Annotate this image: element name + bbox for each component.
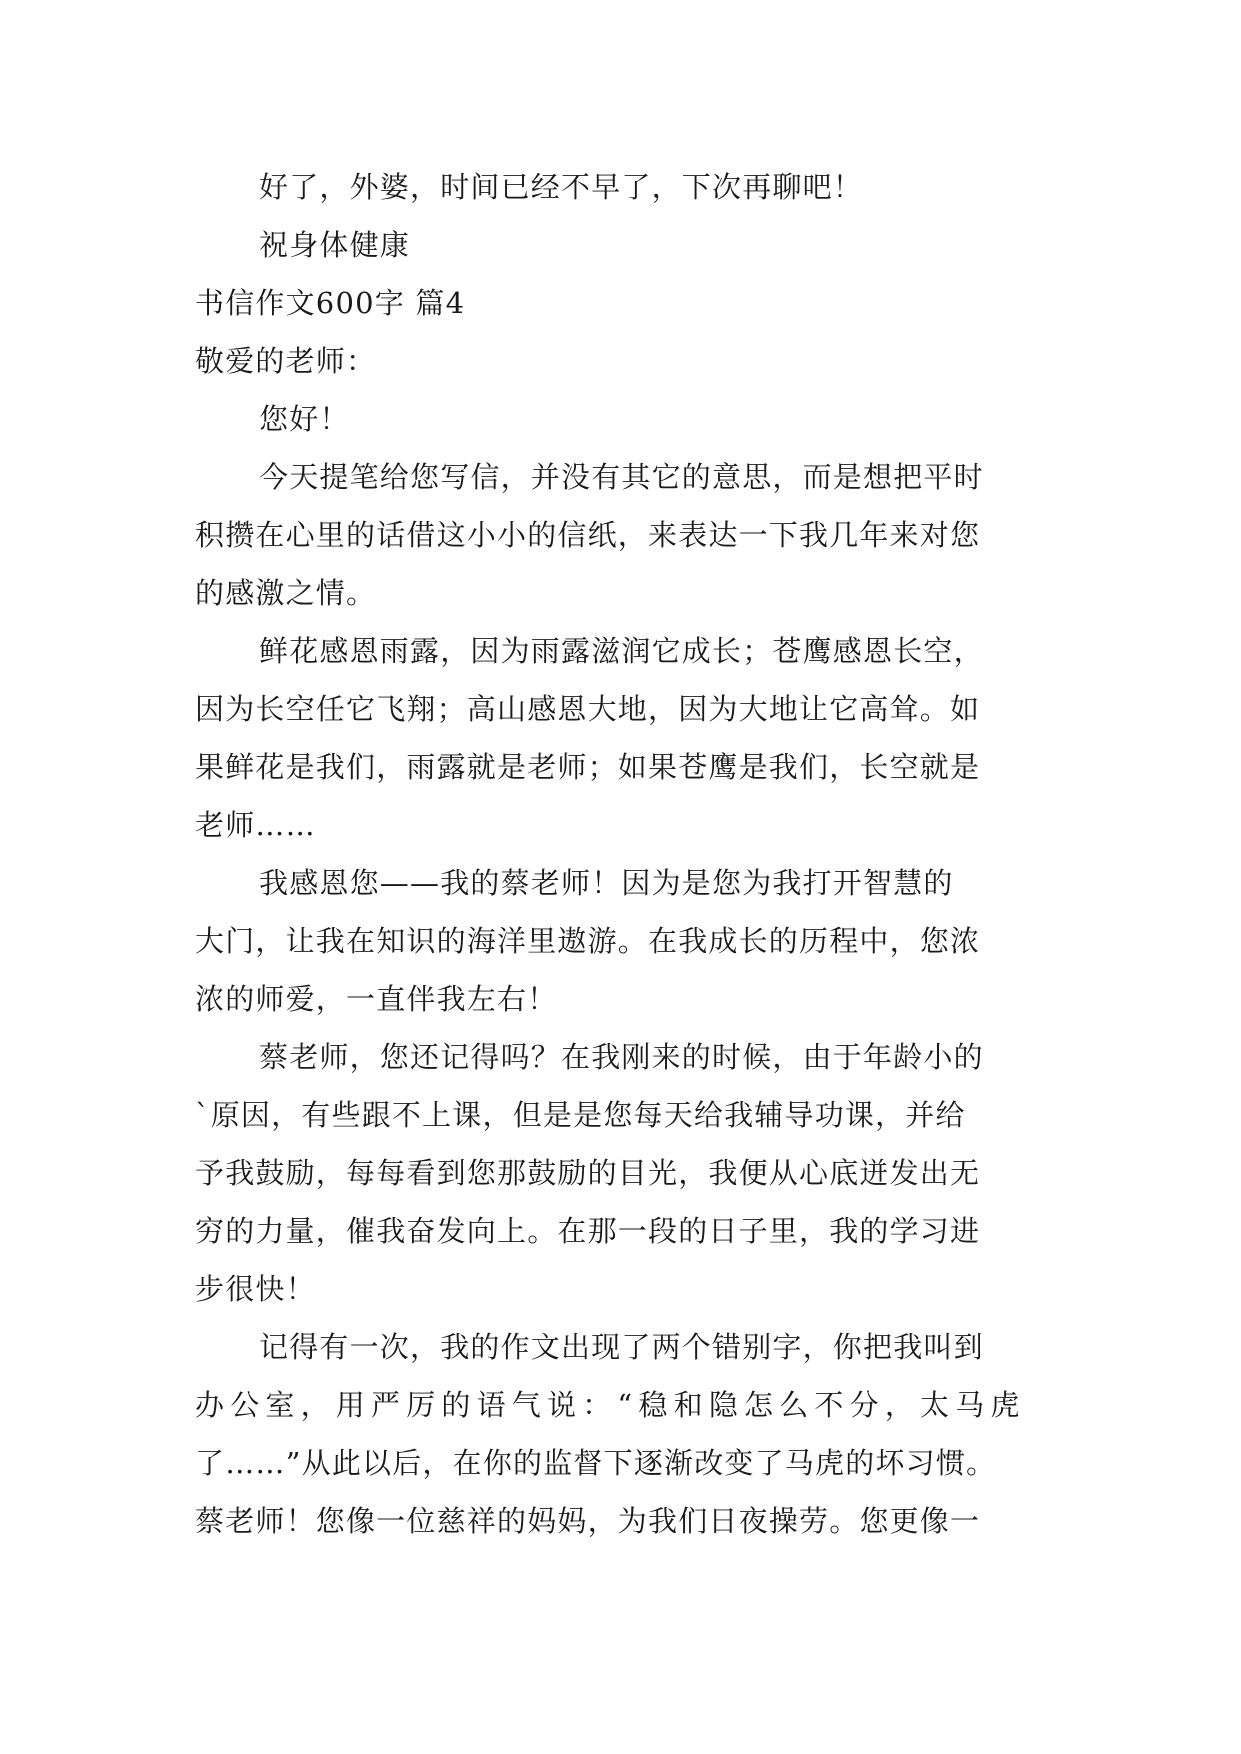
paragraph-line: 老师…… — [195, 808, 316, 842]
closing-line: 好了，外婆，时间已经不早了，下次再聊吧！ — [259, 170, 864, 204]
paragraph-line: 穷的力量，催我奋发向上。在那一段的日子里，我的学习进 — [195, 1214, 981, 1248]
paragraph-line: 我感恩您——我的蔡老师！因为是您为我打开智慧的 — [259, 866, 954, 900]
letter-body — [195, 158, 1055, 1550]
section-heading: 书信作文600字 篇4 — [195, 286, 466, 320]
paragraph-line: 蔡老师，您还记得吗？在我刚来的时候，由于年龄小的 — [259, 1040, 984, 1074]
paragraph-line: 大门，让我在知识的海洋里遨游。在我成长的历程中，您浓 — [195, 924, 981, 958]
paragraph-line: 今天提笔给您写信，并没有其它的意思，而是想把平时 — [259, 460, 984, 494]
paragraph-line: 积攒在心里的话借这小小的信纸，来表达一下我几年来对您 — [195, 518, 981, 552]
paragraph-line: 鲜花感恩雨露，因为雨露滋润它成长；苍鹰感恩长空， — [259, 634, 984, 668]
paragraph-line: 记得有一次，我的作文出现了两个错别字，你把我叫到 — [259, 1330, 984, 1364]
paragraph-line: 办公室，用严厉的语气说：“稳和隐怎么不分，太马虎 — [195, 1388, 1026, 1422]
paragraph-line: 步很快！ — [195, 1272, 316, 1306]
paragraph-line: 因为长空任它飞翔；高山感恩大地，因为大地让它高耸。如 — [195, 692, 981, 726]
paragraph-line: 了……”从此以后，在你的监督下逐渐改变了马虎的坏习惯。 — [195, 1446, 997, 1480]
paragraph-line: 果鲜花是我们，雨露就是老师；如果苍鹰是我们，长空就是 — [195, 750, 981, 784]
paragraph-line: 予我鼓励，每每看到您那鼓励的目光，我便从心底迸发出无 — [195, 1156, 981, 1190]
greeting: 您好！ — [259, 402, 350, 436]
paragraph-line: `原因，有些跟不上课，但是是您每天给我辅导功课，并给 — [195, 1098, 966, 1132]
salutation: 敬爱的老师： — [195, 344, 377, 378]
paragraph-line: 浓的师爱，一直伴我左右！ — [195, 982, 558, 1016]
paragraph-line: 的感激之情。 — [195, 576, 377, 610]
closing-wish: 祝身体健康 — [259, 228, 411, 262]
paragraph-line: 蔡老师！您像一位慈祥的妈妈，为我们日夜操劳。您更像一 — [195, 1504, 981, 1538]
